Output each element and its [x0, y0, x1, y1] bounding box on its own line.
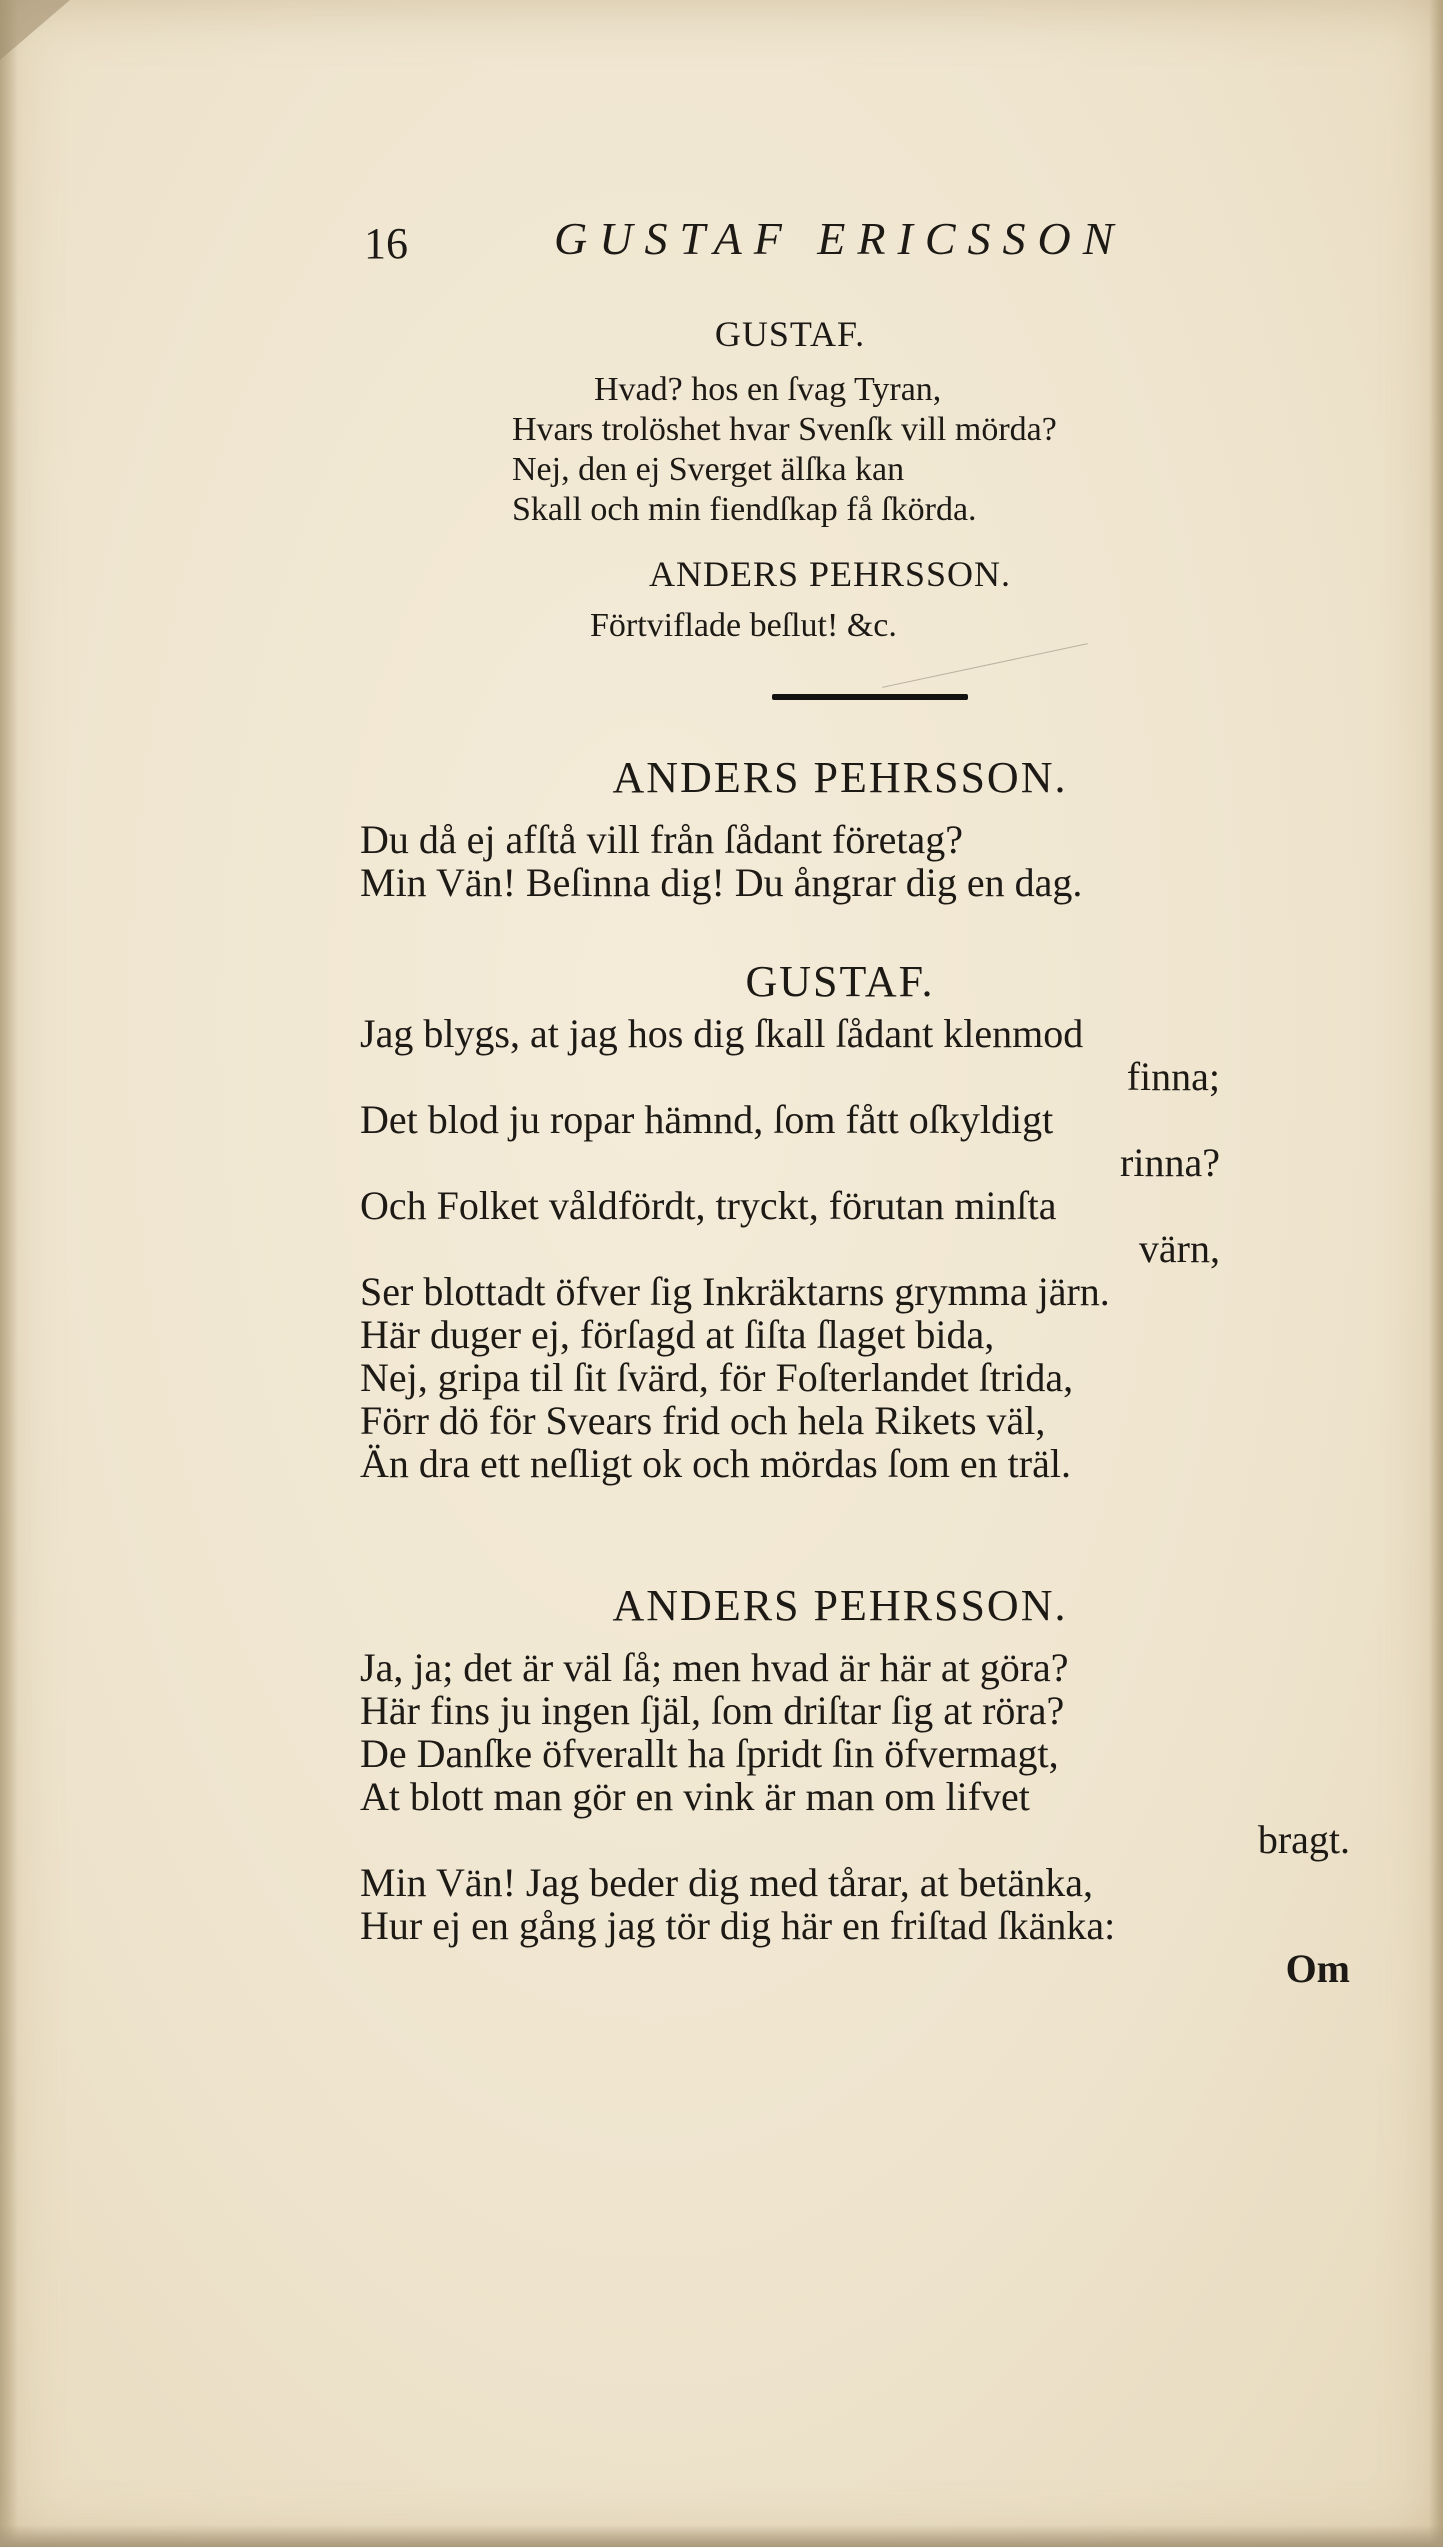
worn-corner [0, 0, 70, 60]
verse-line: Förtviflade beſlut! &c. [590, 607, 897, 644]
verse-line: Min Vän! Jag beder dig med tårar, at betänka, [360, 1860, 1093, 1905]
verse-line: At blott man gör en vink är man om lifvet [360, 1774, 1030, 1819]
verse-line: Nej, gripa til ſit ſvärd, för Foſterlandet ſtrida, [360, 1355, 1074, 1400]
page-number: 16 [364, 219, 408, 268]
verse-line: Förr dö för Svears frid och hela Rikets väl, [360, 1398, 1046, 1443]
verse-stanza [360, 1012, 1350, 1485]
verse-stanza [360, 1646, 1350, 1990]
verse-line: Här fins ju ingen ſjäl, ſom driſtar ſig at röra? [360, 1688, 1065, 1733]
verse-line: Skall och min fiendſkap få ſkörda. [512, 491, 977, 528]
verse-line: Än dra ett neſligt ok och mördas ſom en träl. [360, 1441, 1071, 1486]
section-divider [772, 694, 968, 700]
verse-line: Nej, den ej Sverget älſka kan [512, 451, 905, 488]
speaker-heading: GUSTAF. [714, 314, 866, 354]
verse-stanza [360, 818, 1310, 904]
speaker-heading: ANDERS PEHRSSON. [648, 554, 1012, 594]
verse-line: Det blod ju ropar hämnd, ſom fått oſkyldigt [360, 1097, 1054, 1142]
verse-line: Ser blottadt öfver ſig Inkräktarns grymma järn. [360, 1269, 1110, 1314]
verse-line: Du då ej afſtå vill från ſådant företag? [360, 817, 964, 862]
catchword: Om [1285, 1946, 1350, 1991]
verse-line: Hur ej en gång jag tör dig här en friſtad ſkänka: [360, 1903, 1116, 1948]
verse-line-continuation: rinna? [1120, 1140, 1220, 1185]
verse-stanza [512, 370, 1152, 530]
page-edge-right [1429, 0, 1443, 2547]
verse-line: Min Vän! Beſinna dig! Du ångrar dig en dag. [360, 860, 1083, 905]
verse-line: Hvars trolöshet hvar Svenſk vill mörda? [512, 411, 1057, 448]
speaker-heading: ANDERS PEHRSSON. [612, 753, 1068, 802]
verse-line: Här duger ej, förſagd at ſiſta ſlaget bida, [360, 1312, 995, 1357]
verse-line-continuation: bragt. [1257, 1817, 1350, 1862]
verse-stanza [590, 606, 1090, 646]
running-head [364, 212, 1184, 272]
verse-line: Hvad? hos en ſvag Tyran, [594, 371, 942, 408]
verse-line: De Danſke öfverallt ha ſpridt ſin öfvermagt, [360, 1731, 1059, 1776]
verse-line-continuation: värn, [1138, 1226, 1220, 1271]
speaker-heading: GUSTAF. [745, 957, 935, 1006]
running-title: GUSTAF ERICSSON [554, 213, 1126, 264]
pencil-mark [882, 643, 1088, 688]
speaker-heading: ANDERS PEHRSSON. [612, 1581, 1068, 1630]
page-edge-left [0, 0, 18, 2547]
verse-line: Ja, ja; det är väl ſå; men hvad är här at göra? [360, 1645, 1069, 1690]
verse-line: Jag blygs, at jag hos dig ſkall ſådant klenmod [360, 1011, 1084, 1056]
verse-line: Och Folket våldfördt, tryckt, förutan minſta [360, 1183, 1057, 1228]
page-edge-bottom [0, 2525, 1443, 2547]
verse-line-continuation: finna; [1126, 1054, 1220, 1099]
